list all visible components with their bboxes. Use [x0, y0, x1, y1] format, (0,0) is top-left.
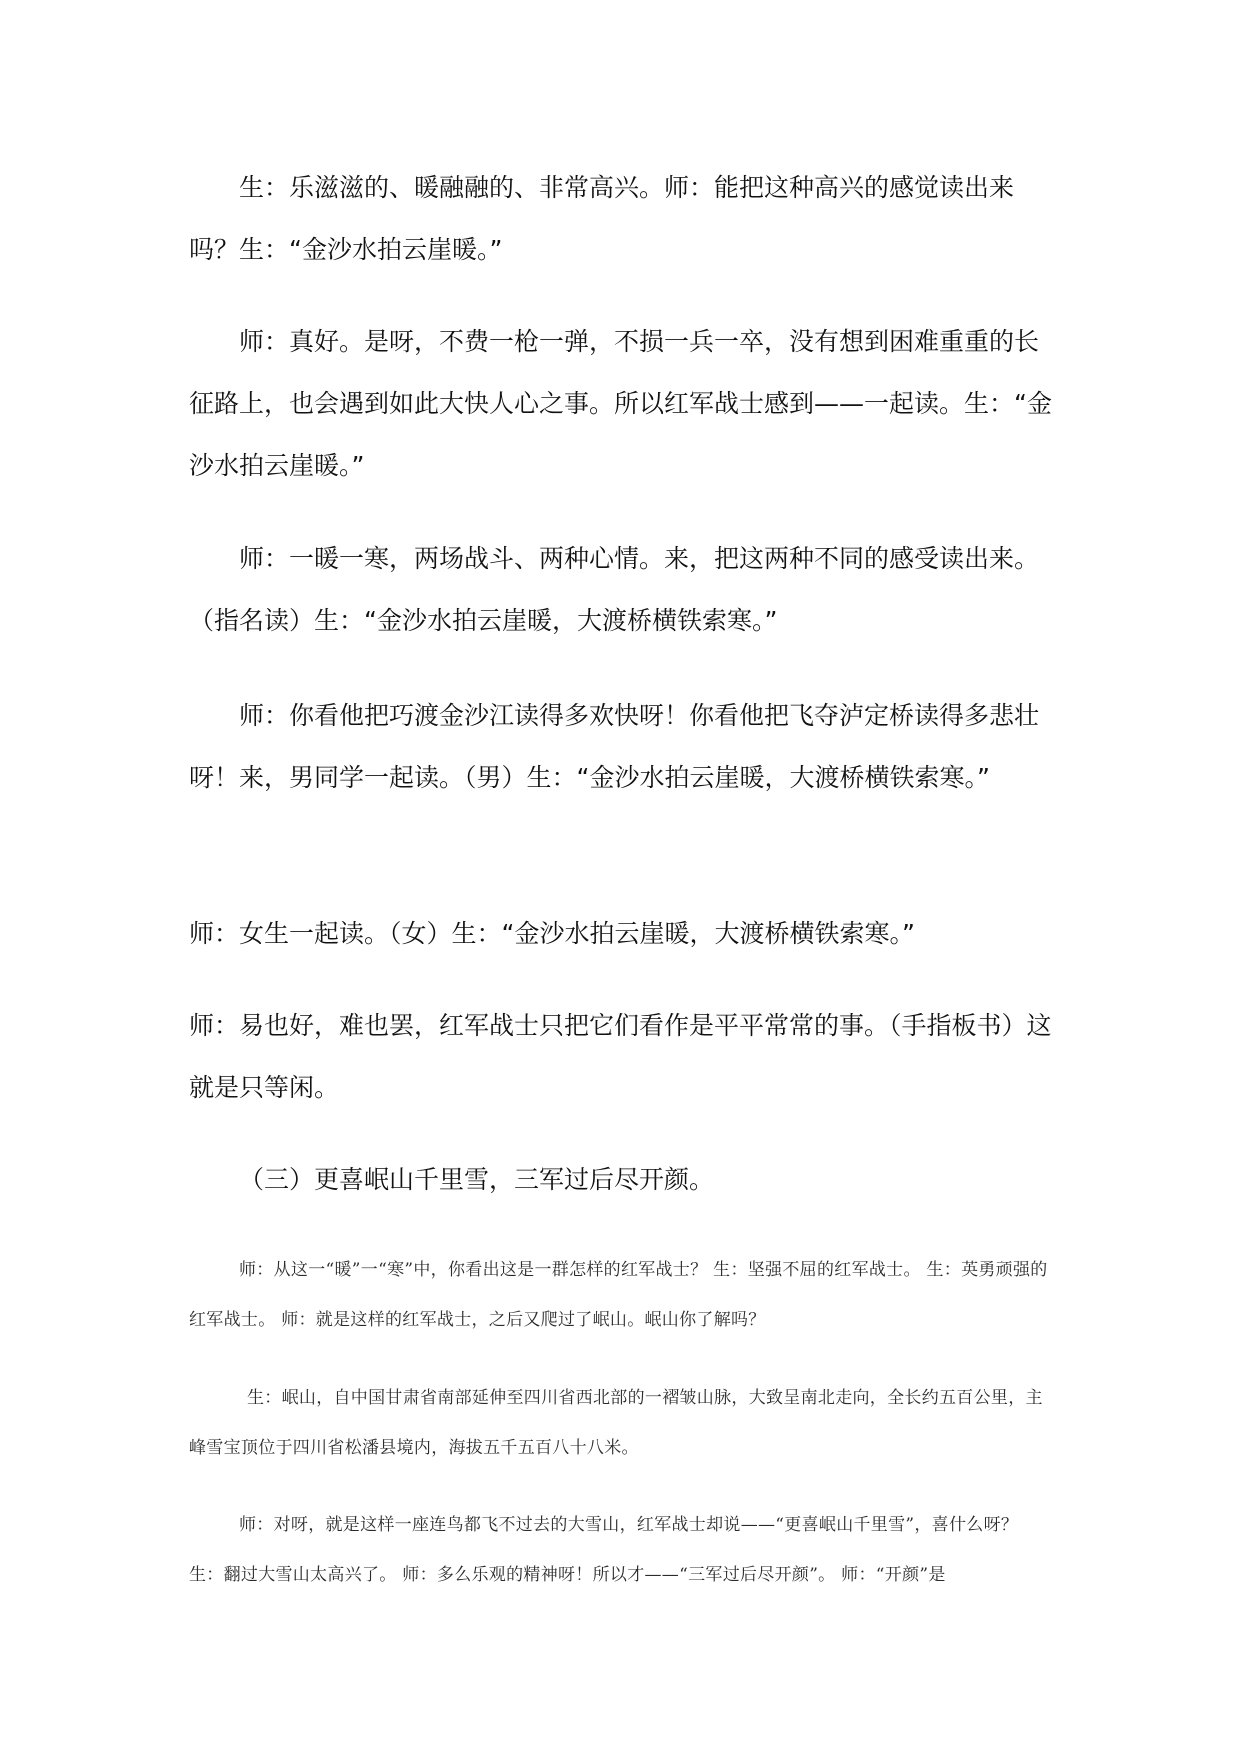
paragraph-5: 师：女生一起读。（女）生：“金沙水拍云崖暖，大渡桥横铁索寒。” [189, 919, 915, 948]
paragraph-2: 师：真好。是呀，不费一枪一弹，不损一兵一卒，没有想到困难重重的长征路上，也会遇到如此大快人心之事。所以红军战士感到——一起读。生：“金沙水拍云崖暖。” [189, 327, 1052, 480]
paragraph-8: 生：岷山，自中国甘肃省南部延伸至四川省西北部的一褶皱山脉，大致呈南北走向，全长约五百公里，主峰雪宝顶位于四川省松潘县境内，海拔五千五百八十八米。 [189, 1388, 1043, 1458]
paragraph-4: 师：你看他把巧渡金沙江读得多欢快呀！你看他把飞夺泸定桥读得多悲壮呀！来，男同学一起读。（男）生：“金沙水拍云崖暖，大渡桥横铁索寒。” [189, 701, 1040, 792]
paragraph-6: 师：易也好，难也罢，红军战士只把它们看作是平平常常的事。（手指板书）这就是只等闲。 [189, 1011, 1052, 1102]
paragraph-9: 师：对呀，就是这样一座连鸟都飞不过去的大雪山，红军战士却说——“更喜岷山千里雪”，喜什么呀？ 生：翻过大雪山太高兴了。 师：多么乐观的精神呀！所以才——“三军过后尽开颜”。 师：“开颜”是 [189, 1515, 1019, 1585]
paragraph-1: 生：乐滋滋的、暖融融的、非常高兴。师：能把这种高兴的感觉读出来吗？生：“金沙水拍云崖暖。” [189, 173, 1015, 264]
paragraph-3: 师：一暖一寒，两场战斗、两种心情。来，把这两种不同的感受读出来。（指名读）生：“金沙水拍云崖暖，大渡桥横铁索寒。” [189, 544, 1040, 635]
section-heading: （三）更喜岷山千里雪，三军过后尽开颜。 [239, 1165, 715, 1194]
paragraph-7: 师：从这一“暖”一“寒”中，你看出这是一群怎样的红军战士？ 生：坚强不屈的红军战士。 生：英勇顽强的红军战士。 师：就是这样的红军战士，之后又爬过了岷山。岷山你了解吗？ [189, 1260, 1048, 1330]
